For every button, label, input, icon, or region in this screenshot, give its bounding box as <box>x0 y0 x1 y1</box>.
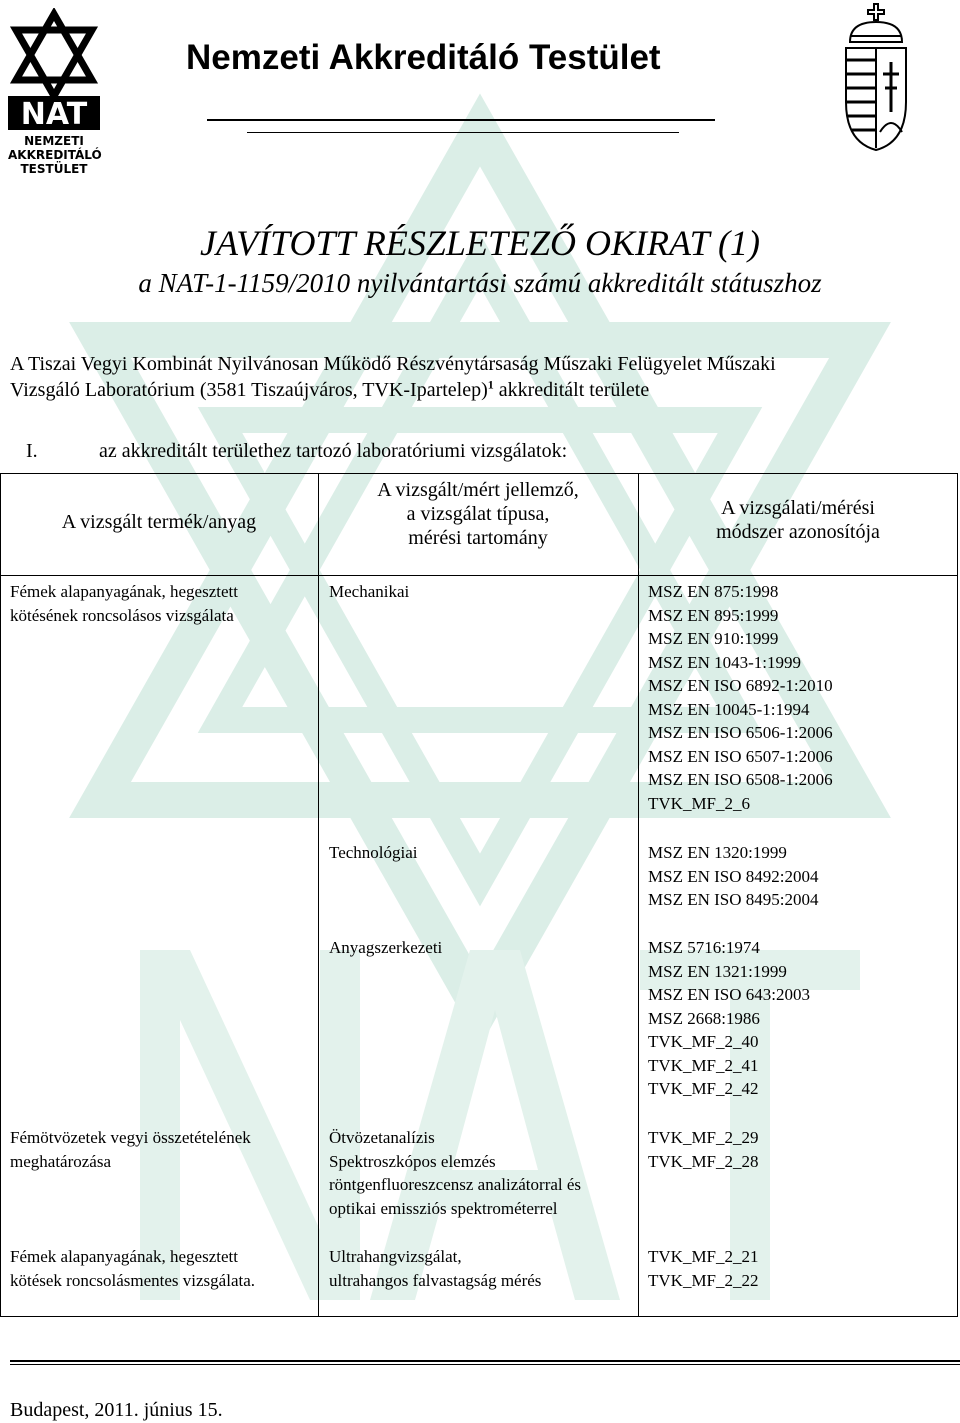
logo-line-3: TESTÜLET <box>20 162 88 176</box>
document-title: JAVÍTOTT RÉSZLETEZŐ OKIRAT (1) <box>200 223 760 263</box>
svg-text:NAT: NAT <box>20 97 88 130</box>
product-cell: Fémek alapanyagának, hegesztett kötésének roncsolásos vizsgálata <box>10 582 238 625</box>
section-title: az akkreditált területhez tartozó laboratóriumi vizsgálatok: <box>99 440 568 462</box>
characteristic-cell: Mechanikai <box>329 582 410 601</box>
characteristic-cell: Ötvözetanalízis Spektroszkópos elemzés röntgenfluoreszcensz analizátorral és optikai emissziós spektrométerrel <box>329 1128 582 1218</box>
characteristic-cell: Technológiai <box>329 843 418 862</box>
table-column-divider <box>638 473 639 1317</box>
nat-mark-icon <box>8 96 100 130</box>
product-cell: Fémek alapanyagának, hegesztett kötések roncsolásmentes vizsgálata. <box>10 1247 256 1290</box>
footnote-marker: 1 <box>487 377 494 392</box>
header-method: A vizsgálati/mérési módszer azonosítója <box>716 497 880 543</box>
logo-line-1: NEMZETI <box>24 134 84 148</box>
issue-date: Budapest, 2011. június 15. <box>10 1399 223 1421</box>
method-list: TVK_MF_2_21 TVK_MF_2_22 <box>648 1247 759 1290</box>
header-characteristic: A vizsgált/mért jellemző, a vizsgálat típusa, mérési tartomány <box>377 479 579 549</box>
footer-rule <box>10 1360 960 1362</box>
characteristic-cell: Ultrahangvizsgálat, ultrahangos falvastagság mérés <box>329 1247 542 1290</box>
intro-line-1: A Tiszai Vegyi Kombinát Nyilvánosan Működő Részvénytársaság Műszaki Felügyelet Műszaki <box>10 353 776 375</box>
header-rule-thin <box>247 132 679 133</box>
logo-line-2: AKKREDITÁLÓ <box>8 148 102 162</box>
nat-logo <box>8 8 100 176</box>
intro-paragraph <box>10 351 950 403</box>
method-list: TVK_MF_2_29 TVK_MF_2_28 <box>648 1128 759 1171</box>
table-header-divider <box>0 575 958 576</box>
coat-of-arms-icon <box>836 2 916 152</box>
method-list: MSZ EN 1320:1999 MSZ EN ISO 8492:2004 MSZ EN ISO 8495:2004 <box>648 843 819 909</box>
header-product: A vizsgált termék/anyag <box>61 511 257 533</box>
section-number: I. <box>26 440 38 462</box>
table-column-divider <box>318 473 319 1317</box>
method-list: MSZ EN 875:1998 MSZ EN 895:1999 MSZ EN 910:1999 MSZ EN 1043-1:1999 MSZ EN ISO 6892-1:2010 MSZ EN 10045-1:1994 MSZ EN ISO 6506-1:2006 MSZ EN ISO 6507-1:2006 MSZ EN ISO 6508-1:2006 TVK_MF_2_6 <box>648 582 833 813</box>
intro-line-2: Vizsgáló Laboratórium (3581 Tiszaújváros, TVK-Ipartelep)$^1$ akkreditált területe <box>10 377 650 401</box>
method-list: MSZ 5716:1974 MSZ EN 1321:1999 MSZ EN ISO 643:2003 MSZ 2668:1986 TVK_MF_2_40 TVK_MF_2_41 TVK_MF_2_42 <box>648 938 810 1098</box>
characteristic-cell: Anyagszerkezeti <box>329 938 443 957</box>
organization-name: Nemzeti Akkreditáló Testület <box>186 38 661 77</box>
nat-emblem-icon <box>8 8 100 103</box>
document-subtitle: a NAT-1-1159/2010 nyilvántartási számú akkreditált státuszhoz <box>138 268 822 298</box>
product-cell: Fémötvözetek vegyi összetételének meghatározása <box>10 1128 251 1171</box>
footer-rule-thin <box>10 1364 960 1365</box>
header-rule <box>207 119 715 121</box>
